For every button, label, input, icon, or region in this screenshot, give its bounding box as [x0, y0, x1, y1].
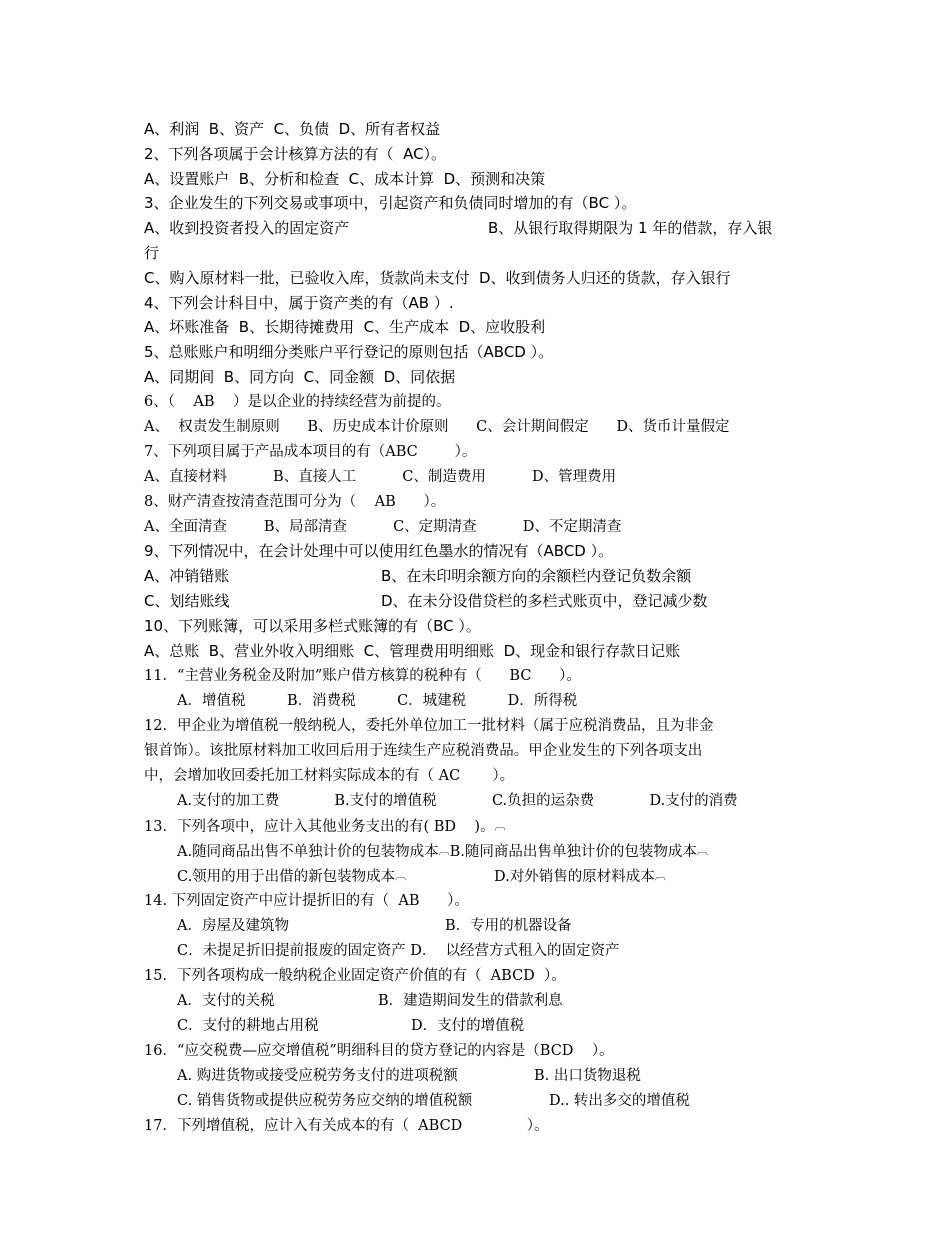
option-c: C．支付的耕地占用税	[177, 1018, 319, 1034]
option-d: D.. 转出多交的增值税	[549, 1093, 690, 1109]
text-line: A、利润 B、资产 C、负债 D、所有者权益	[144, 120, 441, 138]
question-3: 3、企业发生的下列交易或事项中，引起资产和负债同时增加的有（BC ）。	[144, 194, 637, 212]
option-b: B、从银行取得期限为 1 年的借款，存入银	[488, 219, 773, 237]
question-7: 7、下列项目属于产品成本项目的有（ABC ）。	[144, 444, 477, 460]
option-b: B.随同商品出售单独计价的包装物成本	[449, 844, 697, 860]
text-line: C、购入原材料一批，已验收入库，货款尚未支付 D、收到债务人归还的货款，存入银行	[144, 269, 731, 287]
paragraph-mark-icon: ︹	[654, 869, 666, 882]
question-4: 4、下列会计科目中，属于资产类的有（AB ）.	[144, 294, 454, 312]
question-6: 6、（ AB ）是以企业的持续经营为前提的。	[144, 394, 451, 410]
option-c: C. 销售货物或提供应税劳务应交纳的增值税额	[177, 1093, 473, 1109]
text-line: A、 权责发生制原则 B、历史成本计价原则 C、会计期间假定 D、货币计量假定	[144, 419, 730, 435]
question-2: 2、下列各项属于会计核算方法的有（ AC）。	[144, 145, 447, 163]
option-c	[177, 866, 406, 887]
question-13	[144, 816, 506, 837]
option-c: C、划结账线	[144, 592, 230, 610]
question-9: 9、下列情况中，在会计处理中可以使用红色墨水的情况有（ABCD ）。	[144, 542, 614, 560]
text-line: 中，会增加收回委托加工材料实际成本的有（ AC ）。	[144, 768, 515, 784]
text-line: C．未提足折旧提前报废的固定资产 D． 以经营方式租入的固定资产	[177, 943, 620, 959]
text-line: A、坏账准备 B、长期待摊费用 C、生产成本 D、应收股利	[144, 318, 546, 336]
option-a: A．房屋及建筑物	[177, 918, 289, 934]
question-16: 16．“应交税费—应交增值税”明细科目的贷方登记的内容是（BCD ）。	[144, 1043, 614, 1059]
option-text: D.对外销售的原材料成本	[494, 869, 655, 885]
text-line	[177, 841, 708, 862]
question-14: 14. 下列固定资产中应计提折旧的有（ AB ）。	[144, 893, 469, 909]
question-12: 12．甲企业为增值税一般纳税人，委托外单位加工一批材料（属于应税消费品，且为非金	[144, 718, 714, 734]
option-d: D、在未分设借贷栏的多栏式账页中，登记减少数	[381, 592, 708, 610]
option-text: C.领用的用于出借的新包装物成本	[177, 869, 396, 885]
question-11: 11．“主营业务税金及附加”账户借方核算的税种有（ BC ）。	[144, 668, 581, 684]
question-5: 5、总账账户和明细分类账户平行登记的原则包括（ABCD ）。	[144, 343, 554, 361]
option-a: A.随同商品出售不单独计价的包装物成本	[177, 844, 439, 860]
question-text: 13．下列各项中，应计入其他业务支出的有( BD )。	[144, 819, 495, 835]
text-line: 行	[144, 244, 160, 262]
question-8: 8、财产清查按清查范围可分为（ AB ）。	[144, 494, 446, 510]
option-a: A. 购进货物或接受应税劳务支付的进项税额	[177, 1068, 458, 1084]
question-17: 17．下列增值税，应计入有关成本的有（ ABCD ）。	[144, 1118, 549, 1134]
question-10: 10、下列账簿，可以采用多栏式账簿的有（BC ）。	[144, 617, 481, 635]
text-line: A．增值税 B．消费税 C．城建税 D．所得税	[177, 693, 578, 709]
text-line: A、直接材料 B、直接人工 C、制造费用 D、管理费用	[144, 469, 617, 485]
paragraph-mark-icon: ︹	[696, 844, 708, 857]
option-b: B. 出口货物退税	[534, 1068, 641, 1084]
option-d	[494, 866, 666, 887]
option-b: B．专用的机器设备	[445, 918, 572, 934]
text-line: A.支付的加工费 B.支付的增值税 C.负担的运杂费 D.支付的消费	[177, 793, 738, 809]
option-b: B．建造期间发生的借款利息	[378, 993, 563, 1009]
option-a: A．支付的关税	[177, 993, 275, 1009]
text-line: A、设置账户 B、分析和检查 C、成本计算 D、预测和决策	[144, 170, 546, 188]
text-line: 银首饰）。该批原材料加工收回后用于连续生产应税消费品。甲企业发生的下列各项支出	[144, 743, 703, 759]
option-d: D．支付的增值税	[411, 1018, 525, 1034]
option-a: A、收到投资者投入的固定资产	[144, 219, 350, 237]
paragraph-mark-icon: ︹	[494, 819, 506, 832]
text-line: A、总账 B、营业外收入明细账 C、管理费用明细账 D、现金和银行存款日记账	[144, 642, 681, 660]
option-a: A、冲销错账	[144, 567, 230, 585]
option-b: B、在未印明余额方向的余额栏内登记负数余额	[381, 567, 692, 585]
text-line: A、全面清查 B、局部清查 C、定期清查 D、不定期清查	[144, 519, 622, 535]
paragraph-mark-icon: ︹	[395, 869, 407, 882]
paragraph-mark-icon: ︹	[438, 844, 450, 857]
text-line: A、同期间 B、同方向 C、同金额 D、同依据	[144, 368, 456, 386]
question-15: 15．下列各项构成一般纳税企业固定资产价值的有（ ABCD ）。	[144, 968, 566, 984]
